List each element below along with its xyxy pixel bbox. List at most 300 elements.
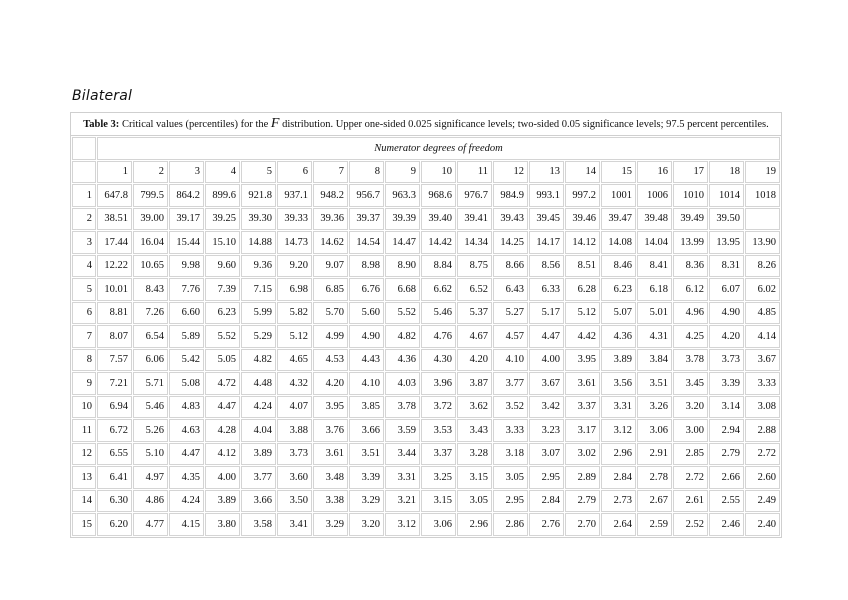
table-cell: 6.85: [313, 278, 348, 301]
table-cell: 8.90: [385, 255, 420, 278]
row-header-df: 9: [72, 372, 96, 395]
table-cell: 6.23: [601, 278, 636, 301]
table-cell: 3.37: [421, 443, 456, 466]
table-cell: 6.20: [97, 513, 132, 536]
column-header-row: [72, 161, 780, 184]
row-header-df: 15: [72, 513, 96, 536]
column-header-15: 15: [601, 161, 636, 184]
table-cell: 7.76: [169, 278, 204, 301]
table-cell: 1006: [637, 184, 672, 207]
table-cell: 3.61: [565, 372, 600, 395]
table-cell: 10.65: [133, 255, 168, 278]
table-row: [72, 184, 780, 207]
table-cell: 39.39: [385, 208, 420, 231]
table-cell: 6.28: [565, 278, 600, 301]
table-cell: 4.10: [349, 372, 384, 395]
table-cell: 3.06: [421, 513, 456, 536]
column-header-19: 19: [745, 161, 780, 184]
table-cell: 14.25: [493, 231, 528, 254]
table-cell: 3.28: [457, 443, 492, 466]
table-cell: 5.37: [457, 302, 492, 325]
table-cell: 3.95: [313, 396, 348, 419]
table-cell: 3.96: [421, 372, 456, 395]
table-cell: 4.72: [205, 372, 240, 395]
numerator-header-row: [72, 137, 780, 160]
table-cell: 3.51: [349, 443, 384, 466]
row-header-df: 2: [72, 208, 96, 231]
table-cell: 6.23: [205, 302, 240, 325]
table-cell: 3.33: [493, 419, 528, 442]
table-cell: 4.20: [313, 372, 348, 395]
table-cell: 3.41: [277, 513, 312, 536]
table-cell: 39.43: [493, 208, 528, 231]
table-cell: 997.2: [565, 184, 600, 207]
table-cell: 3.77: [493, 372, 528, 395]
table-row: [72, 231, 780, 254]
table-cell: 2.94: [709, 419, 744, 442]
numerator-df-header: Numerator degrees of freedom: [97, 137, 780, 160]
row-header-df: 1: [72, 184, 96, 207]
table-cell: 6.60: [169, 302, 204, 325]
table-cell: 3.07: [529, 443, 564, 466]
table-cell: 4.24: [241, 396, 276, 419]
table-cell: 9.20: [277, 255, 312, 278]
table-cell: 3.42: [529, 396, 564, 419]
table-cell: 3.72: [421, 396, 456, 419]
table-cell: 7.39: [205, 278, 240, 301]
table-cell: 17.44: [97, 231, 132, 254]
table-cell: 4.32: [277, 372, 312, 395]
table-cell: 2.84: [529, 490, 564, 513]
table-cell: 3.89: [601, 349, 636, 372]
table-cell: 4.90: [709, 302, 744, 325]
table-cell: 39.45: [529, 208, 564, 231]
table-cell: 4.20: [457, 349, 492, 372]
table-caption: [71, 113, 781, 136]
table-cell: 2.52: [673, 513, 708, 536]
table-row: [72, 372, 780, 395]
table-cell: 7.26: [133, 302, 168, 325]
table-cell: 5.05: [205, 349, 240, 372]
column-header-12: 12: [493, 161, 528, 184]
table-cell: 4.25: [673, 325, 708, 348]
table-cell: 4.77: [133, 513, 168, 536]
table-cell: 6.76: [349, 278, 384, 301]
column-header-18: 18: [709, 161, 744, 184]
column-header-11: 11: [457, 161, 492, 184]
table-cell: 39.30: [241, 208, 276, 231]
table-cell: 8.31: [709, 255, 744, 278]
table-cell: 3.38: [313, 490, 348, 513]
table-cell: 39.41: [457, 208, 492, 231]
table-cell: 4.14: [745, 325, 780, 348]
table-cell: 6.94: [97, 396, 132, 419]
table-cell: 3.44: [385, 443, 420, 466]
table-cell: 3.29: [349, 490, 384, 513]
row-header-df: 14: [72, 490, 96, 513]
table-row: [72, 349, 780, 372]
table-cell: 3.25: [421, 466, 456, 489]
table-cell: 4.00: [205, 466, 240, 489]
table-cell: 2.59: [637, 513, 672, 536]
table-cell: 13.90: [745, 231, 780, 254]
table-cell: 14.62: [313, 231, 348, 254]
table-cell: 7.57: [97, 349, 132, 372]
table-cell: 937.1: [277, 184, 312, 207]
table-cell: 3.78: [673, 349, 708, 372]
table-cell: 2.67: [637, 490, 672, 513]
table-cell: 4.90: [349, 325, 384, 348]
table-cell: 6.55: [97, 443, 132, 466]
table-cell: 2.73: [601, 490, 636, 513]
table-cell: 39.00: [133, 208, 168, 231]
table-cell: 4.12: [205, 443, 240, 466]
table-cell: 3.21: [385, 490, 420, 513]
table-cell: 39.17: [169, 208, 204, 231]
table-cell: 3.87: [457, 372, 492, 395]
table-cell: 9.36: [241, 255, 276, 278]
table-cell: 2.96: [457, 513, 492, 536]
table-cell: 5.07: [601, 302, 636, 325]
table-cell: 3.59: [385, 419, 420, 442]
table-cell: 4.47: [205, 396, 240, 419]
table-cell: 3.31: [601, 396, 636, 419]
table-cell: 8.51: [565, 255, 600, 278]
table-cell: 4.85: [745, 302, 780, 325]
table-cell: 2.55: [709, 490, 744, 513]
column-header-1: 1: [97, 161, 132, 184]
table-cell: 6.68: [385, 278, 420, 301]
table-cell: 5.17: [529, 302, 564, 325]
table-cell: 2.86: [493, 513, 528, 536]
table-body: [72, 184, 780, 536]
table-cell: 3.66: [349, 419, 384, 442]
table-cell: 14.88: [241, 231, 276, 254]
f-distribution-table-container: [70, 112, 782, 538]
table-cell: 3.48: [313, 466, 348, 489]
table-cell: 2.46: [709, 513, 744, 536]
table-cell: 2.88: [745, 419, 780, 442]
table-cell: 15.10: [205, 231, 240, 254]
table-cell: 3.85: [349, 396, 384, 419]
table-cell: 2.95: [529, 466, 564, 489]
table-cell: 3.61: [313, 443, 348, 466]
table-cell: 5.26: [133, 419, 168, 442]
column-header-5: 5: [241, 161, 276, 184]
table-cell: 3.95: [565, 349, 600, 372]
table-cell: 38.51: [97, 208, 132, 231]
table-cell: 4.48: [241, 372, 276, 395]
table-cell: 2.79: [709, 443, 744, 466]
table-row: [72, 513, 780, 536]
row-header-df: 13: [72, 466, 96, 489]
table-cell: 3.50: [277, 490, 312, 513]
table-cell: 1018: [745, 184, 780, 207]
table-cell: 14.08: [601, 231, 636, 254]
table-cell: 2.84: [601, 466, 636, 489]
table-cell: 3.78: [385, 396, 420, 419]
header-corner-cell: [72, 137, 96, 160]
table-cell: 6.12: [673, 278, 708, 301]
table-cell: 39.50: [709, 208, 744, 231]
table-cell: 2.60: [745, 466, 780, 489]
table-row: [72, 443, 780, 466]
table-cell: 4.42: [565, 325, 600, 348]
table-cell: 3.67: [745, 349, 780, 372]
column-header-4: 4: [205, 161, 240, 184]
table-cell: 3.08: [745, 396, 780, 419]
table-cell: 3.23: [529, 419, 564, 442]
table-cell: 5.12: [277, 325, 312, 348]
table-cell: 3.60: [277, 466, 312, 489]
table-cell: 4.24: [169, 490, 204, 513]
table-cell: 13.99: [673, 231, 708, 254]
table-cell: 3.62: [457, 396, 492, 419]
table-cell: 4.76: [421, 325, 456, 348]
table-row: [72, 490, 780, 513]
table-cell: 39.25: [205, 208, 240, 231]
table-cell: 3.33: [745, 372, 780, 395]
table-cell: 899.6: [205, 184, 240, 207]
table-cell: 5.08: [169, 372, 204, 395]
table-cell: 3.51: [637, 372, 672, 395]
row-header-df: 3: [72, 231, 96, 254]
table-cell: 3.00: [673, 419, 708, 442]
caption-text-before: Critical values (percentiles) for the: [119, 119, 271, 130]
table-cell: 4.36: [601, 325, 636, 348]
table-cell: 3.39: [349, 466, 384, 489]
table-cell: 3.77: [241, 466, 276, 489]
table-cell: 4.30: [421, 349, 456, 372]
table-cell: 2.72: [673, 466, 708, 489]
table-cell: 984.9: [493, 184, 528, 207]
table-cell: 4.99: [313, 325, 348, 348]
table-cell: 3.43: [457, 419, 492, 442]
table-cell: 4.04: [241, 419, 276, 442]
table-cell: 4.07: [277, 396, 312, 419]
table-cell: 976.7: [457, 184, 492, 207]
table-cell: 4.82: [241, 349, 276, 372]
column-header-8: 8: [349, 161, 384, 184]
table-cell: 3.80: [205, 513, 240, 536]
table-cell: 5.60: [349, 302, 384, 325]
table-cell: 5.52: [205, 325, 240, 348]
table-cell: 8.98: [349, 255, 384, 278]
table-cell: 4.53: [313, 349, 348, 372]
table-cell: 4.63: [169, 419, 204, 442]
table-cell: 39.40: [421, 208, 456, 231]
table-cell: 14.42: [421, 231, 456, 254]
table-cell: 3.89: [241, 443, 276, 466]
table-cell: 14.17: [529, 231, 564, 254]
table-cell: 6.43: [493, 278, 528, 301]
table-cell: 2.61: [673, 490, 708, 513]
table-cell: 4.83: [169, 396, 204, 419]
table-cell: 8.81: [97, 302, 132, 325]
table-cell: 4.03: [385, 372, 420, 395]
table-cell: 14.34: [457, 231, 492, 254]
table-cell: 14.47: [385, 231, 420, 254]
table-cell: 5.99: [241, 302, 276, 325]
table-cell: 3.52: [493, 396, 528, 419]
table-cell: 5.29: [241, 325, 276, 348]
table-cell: 3.20: [673, 396, 708, 419]
table-cell: 3.88: [277, 419, 312, 442]
table-cell: 4.36: [385, 349, 420, 372]
table-cell: 14.12: [565, 231, 600, 254]
table-cell: 10.01: [97, 278, 132, 301]
table-cell: 6.98: [277, 278, 312, 301]
table-cell: 3.66: [241, 490, 276, 513]
table-cell: 3.37: [565, 396, 600, 419]
row-header-df: 5: [72, 278, 96, 301]
table-cell: 6.62: [421, 278, 456, 301]
table-cell: 8.26: [745, 255, 780, 278]
table-cell: 921.8: [241, 184, 276, 207]
column-header-3: 3: [169, 161, 204, 184]
table-cell: 2.91: [637, 443, 672, 466]
table-cell: 5.42: [169, 349, 204, 372]
column-header-17: 17: [673, 161, 708, 184]
table-row: [72, 302, 780, 325]
table-cell: 3.76: [313, 419, 348, 442]
row-header-df: 10: [72, 396, 96, 419]
table-cell: 5.01: [637, 302, 672, 325]
table-cell: 2.66: [709, 466, 744, 489]
table-cell: 14.54: [349, 231, 384, 254]
row-header-df: 11: [72, 419, 96, 442]
table-cell: 2.40: [745, 513, 780, 536]
table-cell: 15.44: [169, 231, 204, 254]
table-cell: 2.79: [565, 490, 600, 513]
table-cell: 8.41: [637, 255, 672, 278]
table-cell: 16.04: [133, 231, 168, 254]
table-cell: 6.02: [745, 278, 780, 301]
column-header-10: 10: [421, 161, 456, 184]
table-row: [72, 419, 780, 442]
table-cell: 6.52: [457, 278, 492, 301]
table-row: [72, 396, 780, 419]
table-cell: 4.15: [169, 513, 204, 536]
table-cell: 12.22: [97, 255, 132, 278]
column-header-corner: [72, 161, 96, 184]
table-row: [72, 208, 780, 231]
table-cell: 8.43: [133, 278, 168, 301]
table-cell: 5.46: [133, 396, 168, 419]
table-cell: 1001: [601, 184, 636, 207]
table-cell: 4.10: [493, 349, 528, 372]
table-cell: 3.05: [493, 466, 528, 489]
table-cell: 4.31: [637, 325, 672, 348]
table-cell: 1014: [709, 184, 744, 207]
table-cell: 956.7: [349, 184, 384, 207]
table-cell: 3.31: [385, 466, 420, 489]
table-cell: 5.27: [493, 302, 528, 325]
table-cell: 4.00: [529, 349, 564, 372]
table-cell: 5.70: [313, 302, 348, 325]
column-header-14: 14: [565, 161, 600, 184]
table-cell: 2.64: [601, 513, 636, 536]
table-cell: 2.76: [529, 513, 564, 536]
table-cell: 8.07: [97, 325, 132, 348]
table-cell: 3.58: [241, 513, 276, 536]
table-cell: 4.67: [457, 325, 492, 348]
table-cell: 3.89: [205, 490, 240, 513]
table-cell: 8.36: [673, 255, 708, 278]
table-cell: 4.57: [493, 325, 528, 348]
table-cell: 6.18: [637, 278, 672, 301]
table-cell: 963.3: [385, 184, 420, 207]
table-cell: 14.04: [637, 231, 672, 254]
table-cell: 3.73: [709, 349, 744, 372]
table-cell: 5.10: [133, 443, 168, 466]
table-cell: 3.02: [565, 443, 600, 466]
table-cell: 6.54: [133, 325, 168, 348]
table-cell: 8.66: [493, 255, 528, 278]
table-cell: 3.67: [529, 372, 564, 395]
table-row: [72, 255, 780, 278]
table-cell: 1010: [673, 184, 708, 207]
section-heading: Bilateral: [72, 88, 133, 104]
table-cell: 3.26: [637, 396, 672, 419]
table-cell: 3.45: [673, 372, 708, 395]
table-cell: 3.18: [493, 443, 528, 466]
caption-text-after: distribution. Upper one-sided 0.025 significance levels; two-sided 0.05 significance levels; 97.5 percent percentiles.: [279, 119, 769, 130]
table-cell: 3.05: [457, 490, 492, 513]
table-cell: 4.47: [529, 325, 564, 348]
table-cell: 5.12: [565, 302, 600, 325]
table-cell: 3.15: [421, 490, 456, 513]
table-cell: 3.29: [313, 513, 348, 536]
table-cell: 6.30: [97, 490, 132, 513]
table-cell: 4.82: [385, 325, 420, 348]
table-row: [72, 325, 780, 348]
table-row: [72, 466, 780, 489]
table-cell: 6.06: [133, 349, 168, 372]
table-cell: 4.65: [277, 349, 312, 372]
table-cell: 4.35: [169, 466, 204, 489]
table-cell: 3.12: [385, 513, 420, 536]
column-header-16: 16: [637, 161, 672, 184]
table-cell: 9.98: [169, 255, 204, 278]
table-cell: 2.49: [745, 490, 780, 513]
table-cell: 3.17: [565, 419, 600, 442]
table-cell: 968.6: [421, 184, 456, 207]
table-cell: 3.84: [637, 349, 672, 372]
table-cell: 4.43: [349, 349, 384, 372]
table-cell: 3.14: [709, 396, 744, 419]
table-cell: 39.48: [637, 208, 672, 231]
caption-f-symbol: F: [270, 116, 280, 131]
table-cell: 4.96: [673, 302, 708, 325]
table-cell: 4.97: [133, 466, 168, 489]
table-cell: 14.73: [277, 231, 312, 254]
table-cell: 993.1: [529, 184, 564, 207]
table-cell: 8.75: [457, 255, 492, 278]
table-cell: 13.95: [709, 231, 744, 254]
table-cell: 864.2: [169, 184, 204, 207]
table-cell: 2.96: [601, 443, 636, 466]
table-cell: 4.20: [709, 325, 744, 348]
table-cell: 4.86: [133, 490, 168, 513]
table-cell: 948.2: [313, 184, 348, 207]
f-critical-values-table: [71, 136, 781, 537]
table-cell: 9.60: [205, 255, 240, 278]
table-cell: 6.41: [97, 466, 132, 489]
table-cell: 39.49: [673, 208, 708, 231]
row-header-df: 12: [72, 443, 96, 466]
table-cell: 2.78: [637, 466, 672, 489]
